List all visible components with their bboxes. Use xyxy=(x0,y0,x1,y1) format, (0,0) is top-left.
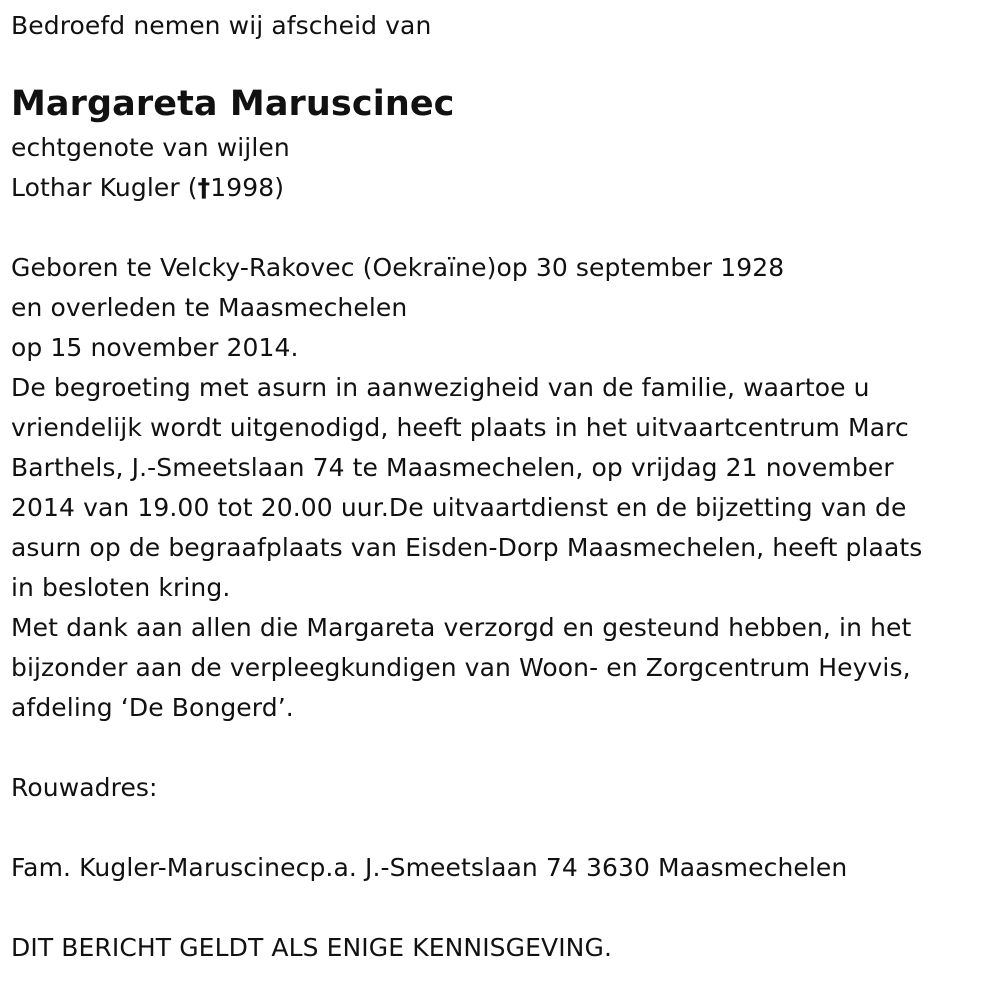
greeting-line: De begroeting met asurn in aanwezigheid van de familie, waartoe u xyxy=(11,373,870,402)
spacer xyxy=(11,808,986,848)
greeting-line: asurn op de begraafplaats van Eisden-Dorp Maasmechelen, heeft plaats xyxy=(11,533,923,562)
address-text: Fam. Kugler-Maruscinecp.a. J.-Smeetslaan 74 3630 Maasmechelen xyxy=(11,853,848,882)
spouse-death-year: 1998) xyxy=(210,173,285,202)
spouse-line-2 xyxy=(11,168,986,208)
greeting-line: in besloten kring. xyxy=(11,573,231,602)
greeting-line: 2014 van 19.00 tot 20.00 uur.De uitvaartdienst en de bijzetting van de xyxy=(11,493,907,522)
death-line-2: op 15 november 2014. xyxy=(11,333,299,362)
greeting-line: vriendelijk wordt uitgenodigd, heeft plaats in het uitvaartcentrum Marc xyxy=(11,413,909,442)
spacer xyxy=(11,208,986,248)
intro-text: Bedroefd nemen wij afscheid van xyxy=(11,11,432,40)
spacer xyxy=(11,728,986,768)
thanks-paragraph xyxy=(11,608,986,728)
greeting-paragraph xyxy=(11,368,986,608)
greeting-line: Barthels, J.-Smeetslaan 74 te Maasmechelen, op vrijdag 21 november xyxy=(11,453,894,482)
thanks-line: afdeling ‘De Bongerd’. xyxy=(11,693,294,722)
spouse-name: Lothar Kugler ( xyxy=(11,173,198,202)
cross-icon: † xyxy=(197,173,211,202)
notice-text: DIT BERICHT GELDT ALS ENIGE KENNISGEVING. xyxy=(11,933,612,962)
obituary-notice xyxy=(11,6,986,968)
birth-line: Geboren te Velcky-Rakovec (Oekraïne)op 30 september 1928 xyxy=(11,253,785,282)
thanks-line: Met dank aan allen die Margareta verzorgd en gesteund hebben, in het xyxy=(11,613,912,642)
thanks-line: bijzonder aan de verpleegkundigen van Woon- en Zorgcentrum Heyvis, xyxy=(11,653,911,682)
death-line-1: en overleden te Maasmechelen xyxy=(11,293,408,322)
address-label: Rouwadres: xyxy=(11,773,158,802)
spouse-line-1: echtgenote van wijlen xyxy=(11,133,290,162)
deceased-name: Margareta Maruscinec xyxy=(11,84,455,124)
spacer xyxy=(11,888,986,928)
